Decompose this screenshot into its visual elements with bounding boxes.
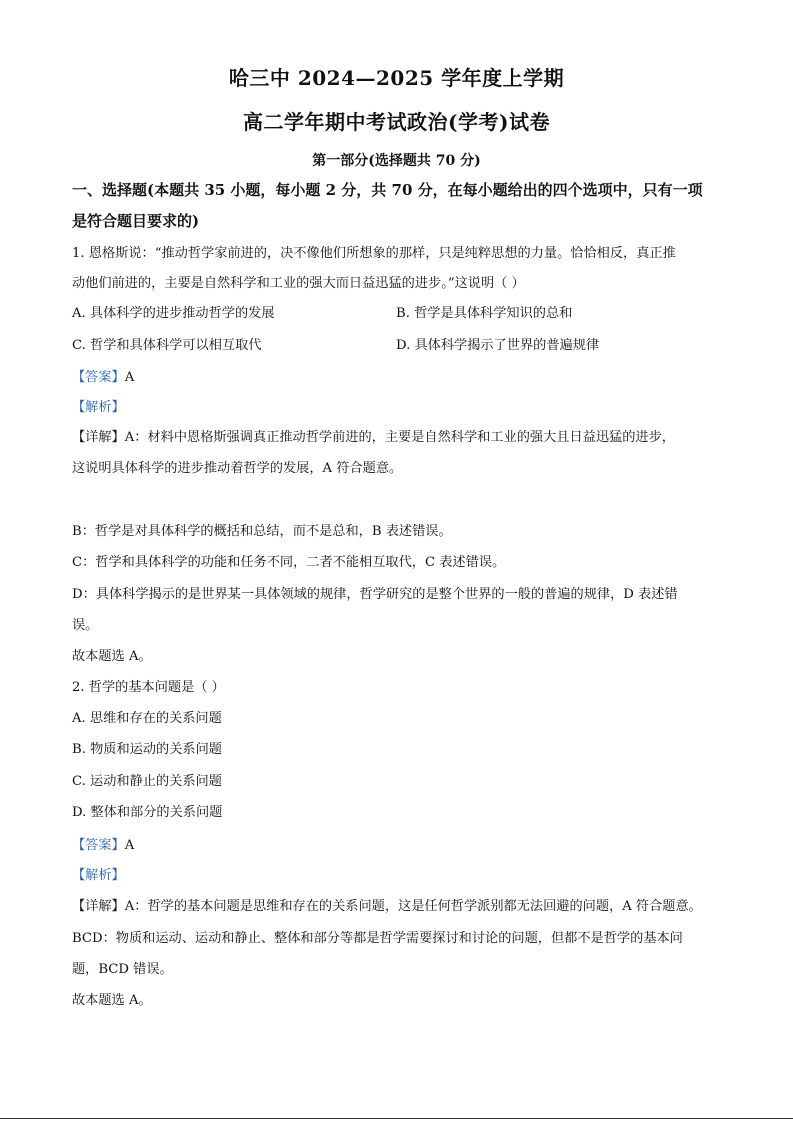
q2-detail-tag: 【详解】 (72, 899, 125, 914)
q2-analysis (72, 866, 732, 886)
q1-detail-b: B：哲学是对具体科学的概括和总结，而不是总和，B 表述错误。 (72, 524, 452, 539)
section-heading-line2: 是符合题目要求的) (72, 212, 200, 230)
exam-title-line2: 高二学年期中考试政治(学考)试卷 (243, 110, 550, 134)
q1-option-d: D. 具体科学揭示了世界的普遍规律 (396, 338, 600, 353)
q2-detail-text1: A：哲学的基本问题是思维和存在的关系问题，这是任何哲学派别都无法回避的问题，A 符合题意。 (124, 899, 702, 914)
q1-detail-c: C：哲学和具体科学的功能和任务不同，二者不能相互取代，C 表述错误。 (72, 555, 506, 570)
q1-analysis (72, 398, 732, 418)
q1-stem-line2: 动他们前进的，主要是自然科学和工业的强大而日益迅猛的进步。”这说明（ ） (72, 276, 525, 291)
q1-detail-line2: 这说明具体科学的进步推动着哲学的发展，A 符合题意。 (72, 461, 403, 476)
q1-answer-tag: 【答案】 (72, 370, 125, 385)
q2-stem: 2. 哲学的基本问题是（ ） (72, 680, 225, 695)
q2-option-d: D. 整体和部分的关系问题 (72, 805, 223, 820)
q1-analysis-tag: 【解析】 (72, 400, 125, 415)
q1-answer (72, 368, 732, 388)
section-heading-line1: 一、选择题(本题共 35 小题，每小题 2 分，共 70 分，在每小题给出的四个选项中，只有一项 (72, 181, 703, 199)
q2-detail-line2: BCD：物质和运动、运动和静止、整体和部分等都是哲学需要探讨和讨论的问题，但都不是哲学的基本问 (72, 931, 683, 946)
page-bottom-rule (0, 1118, 793, 1119)
part-title: 第一部分(选择题共 70 分) (312, 153, 481, 169)
q2-detail-line3: 题，BCD 错误。 (72, 962, 173, 977)
q2-answer-value: A (124, 838, 135, 853)
q1-detail-text1: A：材料中恩格斯强调真正推动哲学前进的，主要是自然科学和工业的强大且日益迅猛的进步， (124, 430, 675, 445)
q2-option-b: B. 物质和运动的关系问题 (72, 742, 222, 757)
q2-answer (72, 836, 732, 856)
q1-detail-d-line1: D：具体科学揭示的是世界某一具体领域的规律，哲学研究的是整个世界的一般的普遍的规律，D 表述错 (72, 587, 678, 602)
q2-conclusion: 故本题选 A。 (72, 993, 152, 1008)
q1-conclusion: 故本题选 A。 (72, 649, 152, 664)
q1-detail-d-line2: 误。 (72, 618, 99, 633)
exam-title-line1: 哈三中 2024—2025 学年度上学期 (228, 66, 565, 90)
q2-option-a: A. 思维和存在的关系问题 (72, 711, 222, 726)
q1-detail-tag: 【详解】 (72, 430, 125, 445)
q1-answer-value: A (124, 370, 135, 385)
q1-stem-line1: 1. 恩格斯说：“推动哲学家前进的，决不像他们所想象的那样，只是纯粹思想的力量。恰恰相反，真正推 (72, 246, 676, 261)
q2-answer-tag: 【答案】 (72, 838, 125, 853)
q1-detail-line1 (72, 428, 732, 448)
q2-option-c: C. 运动和静止的关系问题 (72, 774, 222, 789)
q1-option-a: A. 具体科学的进步推动哲学的发展 (72, 306, 275, 321)
q1-option-b: B. 哲学是具体科学知识的总和 (396, 306, 573, 321)
q2-analysis-tag: 【解析】 (72, 868, 125, 883)
q2-detail-line1 (72, 897, 732, 917)
q1-option-c: C. 哲学和具体科学可以相互取代 (72, 338, 262, 353)
